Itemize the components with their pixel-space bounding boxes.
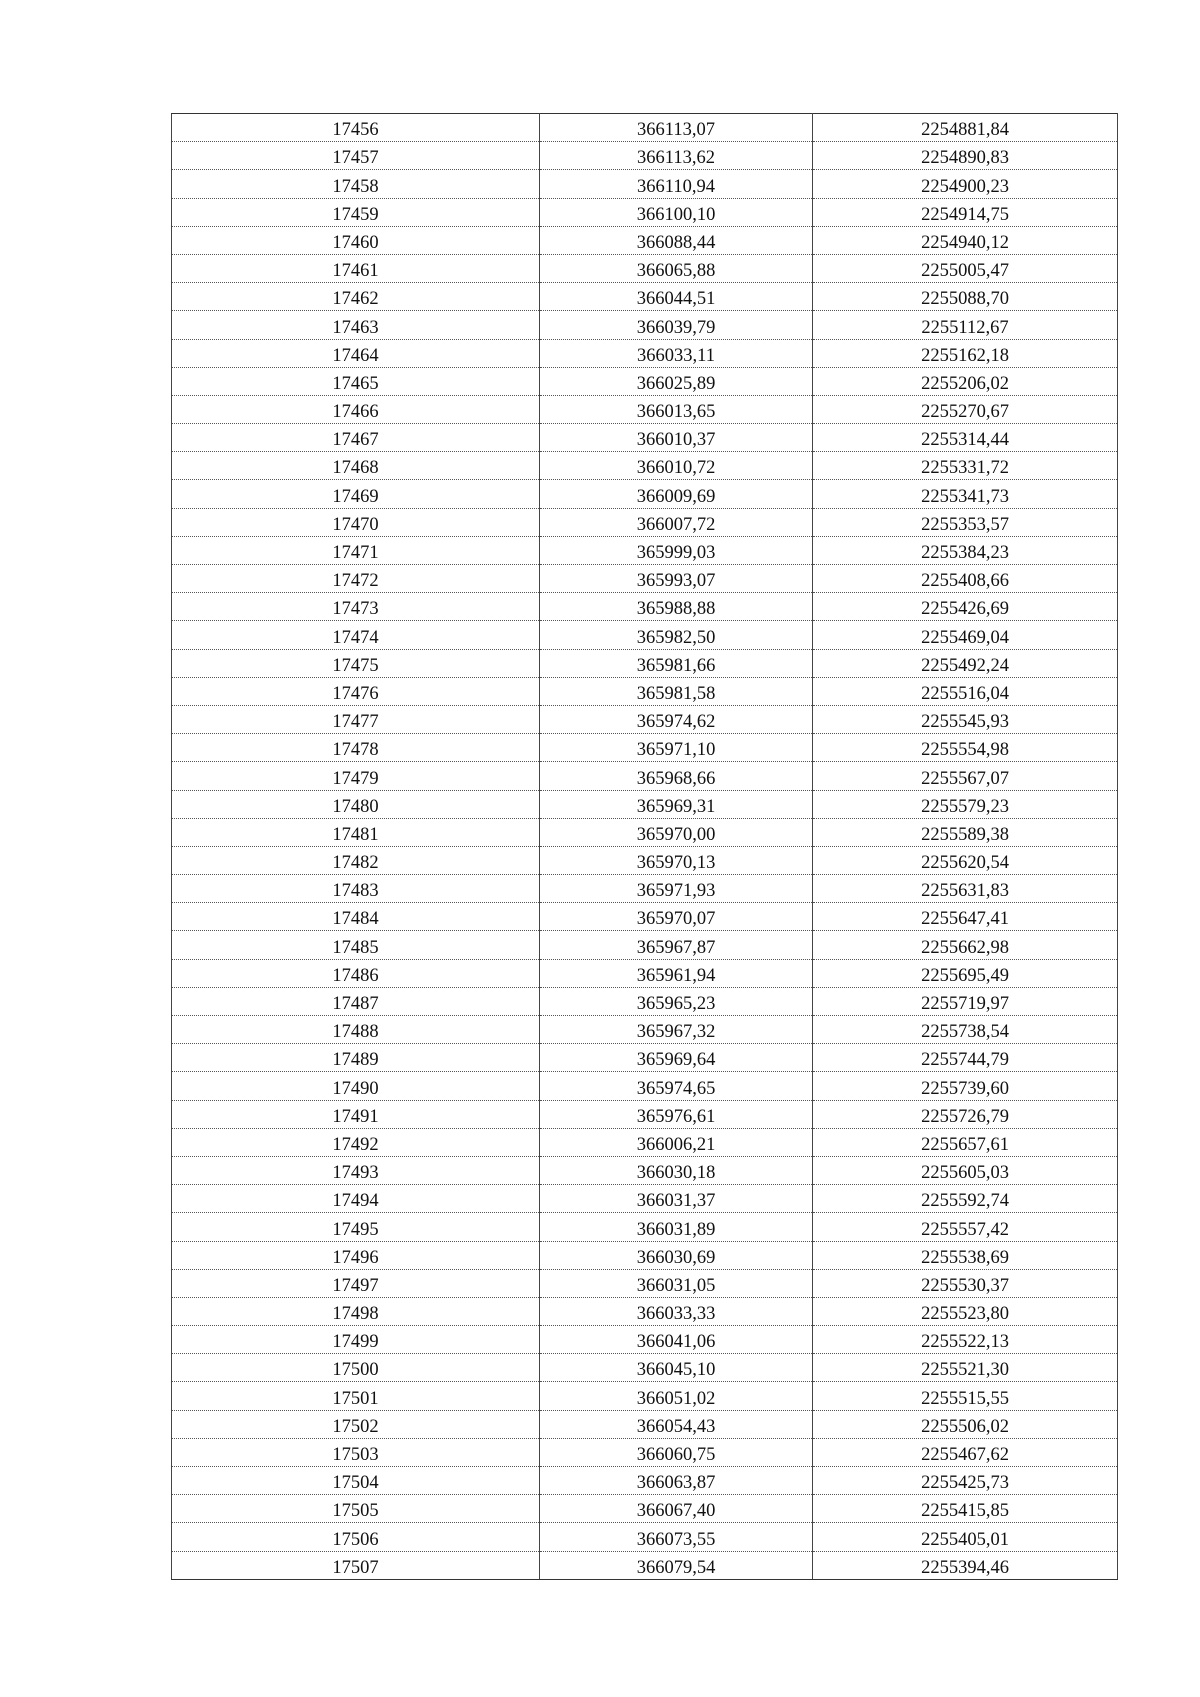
y-coordinate-cell: 2255415,85 [813, 1495, 1118, 1523]
table-row [172, 1072, 1118, 1100]
x-coordinate-cell: 365999,03 [540, 536, 813, 564]
table-row [172, 1241, 1118, 1269]
point-number-cell: 17507 [172, 1551, 540, 1579]
x-coordinate-cell: 365968,66 [540, 762, 813, 790]
y-coordinate-cell: 2255270,67 [813, 395, 1118, 423]
point-number-cell: 17496 [172, 1241, 540, 1269]
x-coordinate-cell: 366010,37 [540, 424, 813, 452]
point-number-cell: 17502 [172, 1410, 540, 1438]
y-coordinate-cell: 2255408,66 [813, 565, 1118, 593]
x-coordinate-cell: 366033,11 [540, 339, 813, 367]
point-number-cell: 17460 [172, 226, 540, 254]
x-coordinate-cell: 366073,55 [540, 1523, 813, 1551]
x-coordinate-cell: 365961,94 [540, 959, 813, 987]
x-coordinate-cell: 366063,87 [540, 1467, 813, 1495]
point-number-cell: 17506 [172, 1523, 540, 1551]
x-coordinate-cell: 366006,21 [540, 1128, 813, 1156]
point-number-cell: 17499 [172, 1326, 540, 1354]
point-number-cell: 17480 [172, 790, 540, 818]
y-coordinate-cell: 2255567,07 [813, 762, 1118, 790]
x-coordinate-cell: 365993,07 [540, 565, 813, 593]
point-number-cell: 17484 [172, 903, 540, 931]
x-coordinate-cell: 366100,10 [540, 198, 813, 226]
y-coordinate-cell: 2255592,74 [813, 1185, 1118, 1213]
point-number-cell: 17487 [172, 987, 540, 1015]
point-number-cell: 17489 [172, 1044, 540, 1072]
x-coordinate-cell: 365971,93 [540, 875, 813, 903]
point-number-cell: 17492 [172, 1128, 540, 1156]
y-coordinate-cell: 2255726,79 [813, 1100, 1118, 1128]
y-coordinate-cell: 2255695,49 [813, 959, 1118, 987]
point-number-cell: 17474 [172, 621, 540, 649]
coordinates-table [171, 113, 1118, 1580]
y-coordinate-cell: 2255522,13 [813, 1326, 1118, 1354]
y-coordinate-cell: 2255657,61 [813, 1128, 1118, 1156]
x-coordinate-cell: 366044,51 [540, 283, 813, 311]
y-coordinate-cell: 2255162,18 [813, 339, 1118, 367]
y-coordinate-cell: 2255314,44 [813, 424, 1118, 452]
x-coordinate-cell: 366007,72 [540, 508, 813, 536]
x-coordinate-cell: 366031,05 [540, 1269, 813, 1297]
x-coordinate-cell: 365965,23 [540, 987, 813, 1015]
table-row [172, 536, 1118, 564]
x-coordinate-cell: 366013,65 [540, 395, 813, 423]
coordinates-table-body [172, 114, 1118, 1580]
y-coordinate-cell: 2255579,23 [813, 790, 1118, 818]
x-coordinate-cell: 365982,50 [540, 621, 813, 649]
y-coordinate-cell: 2255545,93 [813, 705, 1118, 733]
point-number-cell: 17469 [172, 480, 540, 508]
table-row [172, 1354, 1118, 1382]
x-coordinate-cell: 365974,65 [540, 1072, 813, 1100]
x-coordinate-cell: 366031,37 [540, 1185, 813, 1213]
point-number-cell: 17498 [172, 1297, 540, 1325]
x-coordinate-cell: 365970,00 [540, 818, 813, 846]
table-row [172, 1044, 1118, 1072]
x-coordinate-cell: 365981,66 [540, 649, 813, 677]
table-row [172, 1410, 1118, 1438]
y-coordinate-cell: 2255662,98 [813, 931, 1118, 959]
table-row [172, 1100, 1118, 1128]
point-number-cell: 17471 [172, 536, 540, 564]
table-row [172, 339, 1118, 367]
table-row [172, 565, 1118, 593]
y-coordinate-cell: 2255530,37 [813, 1269, 1118, 1297]
y-coordinate-cell: 2255719,97 [813, 987, 1118, 1015]
x-coordinate-cell: 366079,54 [540, 1551, 813, 1579]
table-row [172, 367, 1118, 395]
table-row [172, 142, 1118, 170]
x-coordinate-cell: 366031,89 [540, 1213, 813, 1241]
y-coordinate-cell: 2255005,47 [813, 254, 1118, 282]
y-coordinate-cell: 2255538,69 [813, 1241, 1118, 1269]
x-coordinate-cell: 365988,88 [540, 593, 813, 621]
point-number-cell: 17475 [172, 649, 540, 677]
table-row [172, 1269, 1118, 1297]
table-row [172, 705, 1118, 733]
table-row [172, 508, 1118, 536]
x-coordinate-cell: 366065,88 [540, 254, 813, 282]
point-number-cell: 17479 [172, 762, 540, 790]
point-number-cell: 17495 [172, 1213, 540, 1241]
table-row [172, 198, 1118, 226]
point-number-cell: 17505 [172, 1495, 540, 1523]
table-row [172, 283, 1118, 311]
table-row [172, 903, 1118, 931]
point-number-cell: 17478 [172, 734, 540, 762]
y-coordinate-cell: 2255631,83 [813, 875, 1118, 903]
table-row [172, 677, 1118, 705]
point-number-cell: 17483 [172, 875, 540, 903]
y-coordinate-cell: 2255647,41 [813, 903, 1118, 931]
table-row [172, 1326, 1118, 1354]
point-number-cell: 17482 [172, 846, 540, 874]
table-row [172, 1467, 1118, 1495]
point-number-cell: 17456 [172, 114, 540, 142]
x-coordinate-cell: 366067,40 [540, 1495, 813, 1523]
point-number-cell: 17458 [172, 170, 540, 198]
y-coordinate-cell: 2254940,12 [813, 226, 1118, 254]
x-coordinate-cell: 366025,89 [540, 367, 813, 395]
table-row [172, 1185, 1118, 1213]
table-row [172, 1128, 1118, 1156]
x-coordinate-cell: 366033,33 [540, 1297, 813, 1325]
point-number-cell: 17494 [172, 1185, 540, 1213]
y-coordinate-cell: 2255425,73 [813, 1467, 1118, 1495]
x-coordinate-cell: 366088,44 [540, 226, 813, 254]
table-row [172, 621, 1118, 649]
point-number-cell: 17464 [172, 339, 540, 367]
table-row [172, 762, 1118, 790]
x-coordinate-cell: 366009,69 [540, 480, 813, 508]
table-row [172, 1523, 1118, 1551]
y-coordinate-cell: 2255492,24 [813, 649, 1118, 677]
x-coordinate-cell: 366010,72 [540, 452, 813, 480]
x-coordinate-cell: 366051,02 [540, 1382, 813, 1410]
x-coordinate-cell: 366030,69 [540, 1241, 813, 1269]
y-coordinate-cell: 2255521,30 [813, 1354, 1118, 1382]
y-coordinate-cell: 2255394,46 [813, 1551, 1118, 1579]
point-number-cell: 17488 [172, 1016, 540, 1044]
point-number-cell: 17457 [172, 142, 540, 170]
point-number-cell: 17490 [172, 1072, 540, 1100]
point-number-cell: 17491 [172, 1100, 540, 1128]
table-row [172, 790, 1118, 818]
table-row [172, 226, 1118, 254]
table-row [172, 875, 1118, 903]
table-row [172, 987, 1118, 1015]
point-number-cell: 17497 [172, 1269, 540, 1297]
point-number-cell: 17463 [172, 311, 540, 339]
point-number-cell: 17481 [172, 818, 540, 846]
x-coordinate-cell: 366060,75 [540, 1438, 813, 1466]
y-coordinate-cell: 2255739,60 [813, 1072, 1118, 1100]
y-coordinate-cell: 2254900,23 [813, 170, 1118, 198]
table-row [172, 846, 1118, 874]
x-coordinate-cell: 366039,79 [540, 311, 813, 339]
x-coordinate-cell: 366054,43 [540, 1410, 813, 1438]
y-coordinate-cell: 2255605,03 [813, 1156, 1118, 1184]
table-row [172, 311, 1118, 339]
table-row [172, 1551, 1118, 1579]
x-coordinate-cell: 365976,61 [540, 1100, 813, 1128]
x-coordinate-cell: 365967,87 [540, 931, 813, 959]
y-coordinate-cell: 2255554,98 [813, 734, 1118, 762]
point-number-cell: 17470 [172, 508, 540, 536]
table-row [172, 1297, 1118, 1325]
point-number-cell: 17467 [172, 424, 540, 452]
y-coordinate-cell: 2255506,02 [813, 1410, 1118, 1438]
x-coordinate-cell: 366113,07 [540, 114, 813, 142]
point-number-cell: 17477 [172, 705, 540, 733]
point-number-cell: 17500 [172, 1354, 540, 1382]
y-coordinate-cell: 2254914,75 [813, 198, 1118, 226]
x-coordinate-cell: 365971,10 [540, 734, 813, 762]
point-number-cell: 17493 [172, 1156, 540, 1184]
x-coordinate-cell: 365970,07 [540, 903, 813, 931]
y-coordinate-cell: 2255405,01 [813, 1523, 1118, 1551]
point-number-cell: 17473 [172, 593, 540, 621]
table-row [172, 649, 1118, 677]
table-row [172, 1382, 1118, 1410]
point-number-cell: 17486 [172, 959, 540, 987]
y-coordinate-cell: 2255384,23 [813, 536, 1118, 564]
y-coordinate-cell: 2255112,67 [813, 311, 1118, 339]
point-number-cell: 17503 [172, 1438, 540, 1466]
y-coordinate-cell: 2255515,55 [813, 1382, 1118, 1410]
y-coordinate-cell: 2255523,80 [813, 1297, 1118, 1325]
y-coordinate-cell: 2255589,38 [813, 818, 1118, 846]
y-coordinate-cell: 2255744,79 [813, 1044, 1118, 1072]
x-coordinate-cell: 366041,06 [540, 1326, 813, 1354]
y-coordinate-cell: 2255738,54 [813, 1016, 1118, 1044]
y-coordinate-cell: 2255620,54 [813, 846, 1118, 874]
x-coordinate-cell: 365974,62 [540, 705, 813, 733]
table-row [172, 931, 1118, 959]
point-number-cell: 17462 [172, 283, 540, 311]
point-number-cell: 17485 [172, 931, 540, 959]
x-coordinate-cell: 365981,58 [540, 677, 813, 705]
table-row [172, 593, 1118, 621]
x-coordinate-cell: 366030,18 [540, 1156, 813, 1184]
x-coordinate-cell: 366113,62 [540, 142, 813, 170]
table-row [172, 734, 1118, 762]
x-coordinate-cell: 365969,31 [540, 790, 813, 818]
y-coordinate-cell: 2255426,69 [813, 593, 1118, 621]
table-row [172, 1438, 1118, 1466]
point-number-cell: 17504 [172, 1467, 540, 1495]
table-row [172, 452, 1118, 480]
y-coordinate-cell: 2255206,02 [813, 367, 1118, 395]
y-coordinate-cell: 2255341,73 [813, 480, 1118, 508]
table-row [172, 1156, 1118, 1184]
point-number-cell: 17501 [172, 1382, 540, 1410]
x-coordinate-cell: 366110,94 [540, 170, 813, 198]
point-number-cell: 17465 [172, 367, 540, 395]
table-row [172, 1495, 1118, 1523]
table-row [172, 1213, 1118, 1241]
y-coordinate-cell: 2254890,83 [813, 142, 1118, 170]
table-row [172, 1016, 1118, 1044]
y-coordinate-cell: 2255467,62 [813, 1438, 1118, 1466]
table-row [172, 480, 1118, 508]
table-row [172, 424, 1118, 452]
table-row [172, 114, 1118, 142]
point-number-cell: 17459 [172, 198, 540, 226]
table-row [172, 254, 1118, 282]
y-coordinate-cell: 2255557,42 [813, 1213, 1118, 1241]
x-coordinate-cell: 366045,10 [540, 1354, 813, 1382]
table-row [172, 395, 1118, 423]
y-coordinate-cell: 2255088,70 [813, 283, 1118, 311]
table-row [172, 818, 1118, 846]
y-coordinate-cell: 2255353,57 [813, 508, 1118, 536]
y-coordinate-cell: 2255516,04 [813, 677, 1118, 705]
point-number-cell: 17476 [172, 677, 540, 705]
y-coordinate-cell: 2254881,84 [813, 114, 1118, 142]
x-coordinate-cell: 365970,13 [540, 846, 813, 874]
x-coordinate-cell: 365969,64 [540, 1044, 813, 1072]
table-row [172, 959, 1118, 987]
table-row [172, 170, 1118, 198]
point-number-cell: 17466 [172, 395, 540, 423]
point-number-cell: 17461 [172, 254, 540, 282]
point-number-cell: 17472 [172, 565, 540, 593]
y-coordinate-cell: 2255331,72 [813, 452, 1118, 480]
point-number-cell: 17468 [172, 452, 540, 480]
x-coordinate-cell: 365967,32 [540, 1016, 813, 1044]
y-coordinate-cell: 2255469,04 [813, 621, 1118, 649]
